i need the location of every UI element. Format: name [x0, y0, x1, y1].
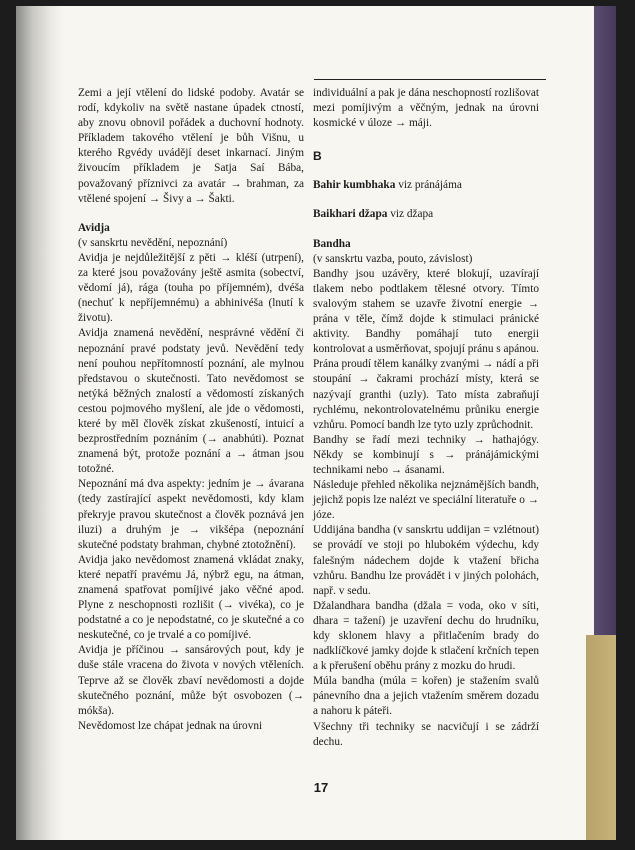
section-letter: B	[313, 149, 322, 164]
body-paragraph: Nepoznání má dva aspekty: jedním je → ávarana (tedy zastírající aspekt nevědomosti, kdy klam překryje pravou skutečnost a člověk poznává jen iluzi) a druhým je → vikšépa (nepoznání skutečné podstaty brahman, chybné ztotožnění).	[78, 478, 304, 551]
body-paragraph: (v sanskrtu nevědění, nepoznání)	[78, 236, 228, 249]
header-rule	[314, 79, 546, 80]
body-paragraph: Následuje přehled několika nejznámějších bandh, jejichž popis lze nalézt ve speciální literatuře o → józe.	[313, 479, 539, 522]
entry-term: Bahir kumbhaka	[313, 179, 396, 192]
cross-reference-text: viz džapa	[387, 208, 434, 221]
body-paragraph: Avidja znamená nevědění, nesprávné vědění či nepoznání pravé podstaty jevů. Nevědění tedy není pouhou nepřítomností poznání, ale mylnou představou o skutečnosti. Tato nevědomost se netýká běžných znalostí a vědomostí získaných cestou pojmového myšlení, ale jde o vědomosti, které by měl člověk získat zkušeností, intuicí a bezprostředním poznáním (→ anabhúti). Poznat znamená být, protože poznání a → átman jsou totožné.	[78, 327, 304, 476]
right-column	[313, 86, 539, 750]
body-paragraph: Bandhy jsou uzávěry, které blokují, uzavírají tlakem nebo podtlakem tělesné otvory. Tímto svalovým stahem se uzavře životní energie → prána v těle, čímž dojde k stimulaci pránické aktivity. Bandhy pomáhají tuto energii kontrolovat a usměrňovat, spojují pránu s apánou. Prána proudí tělem kanálky zvanými → nádí a při stoupání → čakrami prochází místy, která se nazývají granthi (uzly). Tato místa zabraňují rychlému, nekontrolovatelnému průniku energie vzhůru. Pomocí bandh lze tyto uzly zprůchodnit.	[313, 267, 539, 431]
body-paragraph: Džalandhara bandha (džala = voda, oko v síti, dhara = tažení) je uzavření dechu do hrudníku, kdy sklonem hlavy a přitlačením brady do nadklíčkové jamky dojde k stlačení krčních tepen a k přerušení oběhu prány z mozku do hrudi.	[313, 599, 539, 673]
body-paragraph: Avidja je příčinou → sansárových pout, kdy je duše stále vracena do života v nových vtěleních. Teprve až se člověk zbaví nevědomosti a dojde skutečného poznání, může být osvobozen (→ mókša).	[78, 644, 304, 717]
cross-reference-entry	[313, 207, 539, 222]
body-paragraph: Bandhy se řadí mezi techniky → hathajógy. Někdy se kombinují s → pránájámickými technikami nebo → ásanami.	[313, 433, 539, 476]
spacer	[313, 131, 539, 145]
book-page	[16, 6, 616, 840]
spacer	[313, 223, 539, 237]
spine-shadow	[16, 6, 64, 840]
page-number: 17	[313, 780, 329, 795]
cross-reference-entry	[313, 178, 539, 193]
body-paragraph: Uddijána bandha (v sanskrtu uddijan = vzlétnout) se provádí ve stoji po hlubokém výdechu, kdy falešným nádechem dojde k vtažení břicha vzhůru. Bandhu lze provádět i v jiných polohách, např. v sedu.	[313, 524, 539, 597]
spacer	[313, 193, 539, 207]
body-paragraph: Zemi a její vtělení do lidské podoby. Avatár se rodí, kdykoliv na světě nastane úpadek ctností, aby znovu obnovil pořádek a duchovní hodnoty. Příkladem takového vtělení je bůh Višnu, u kterého Rgvédy uvádějí deset inkarnací. Jiným živoucím příkladem je Satja Saí Bába, považovaný příznivci za avatár → brahman, za vtělené spojení → Šivy a → Šakti.	[78, 87, 304, 205]
cover-gold-band	[586, 635, 616, 840]
cross-reference-text: viz pránájáma	[395, 179, 462, 192]
body-paragraph: Avidja je nejdůležitější z pěti → kléší (utrpení), za které jsou považovány ještě asmita (sobectví, vědomí já), rága (touha po příjemném), dvéša (nechuť k nepříjemnému) a abhinivéša (lnutí k životu).	[78, 251, 304, 325]
body-paragraph: Všechny tři techniky se nacvičují i se zádrží dechu.	[313, 720, 539, 748]
entry-term: Bandha	[313, 237, 351, 250]
spacer	[78, 207, 304, 221]
body-paragraph: Avidja jako nevědomost znamená vkládat znaky, které nepatří pravému Já, nýbrž egu, na átman, znamená spatřovat pomíjivé jako věčné apod. Plyne z neschopnosti rozlišit (→ vivéka), co je podstatné a co je nepodstatné, co je skutečné a co neskutečné, co je trvalé a co pomíjivé.	[78, 553, 304, 642]
spacer	[313, 164, 539, 178]
body-paragraph: Nevědomost lze chápat jednak na úrovni	[78, 719, 263, 732]
left-column	[78, 86, 304, 734]
entry-term: Avidja	[78, 221, 110, 234]
body-paragraph: Múla bandha (múla = kořen) je stažením svalů pánevního dna a jejich vtažením směrem dozadu a nahoru k páteři.	[313, 675, 539, 718]
body-paragraph: (v sanskrtu vazba, pouto, závislost)	[313, 252, 473, 265]
body-paragraph: individuální a pak je dána neschopností rozlišovat mezi pomíjivým a věčným, jednak na úrovni kosmické v úloze → máji.	[313, 87, 539, 130]
entry-term: Baikhari džapa	[313, 208, 388, 221]
